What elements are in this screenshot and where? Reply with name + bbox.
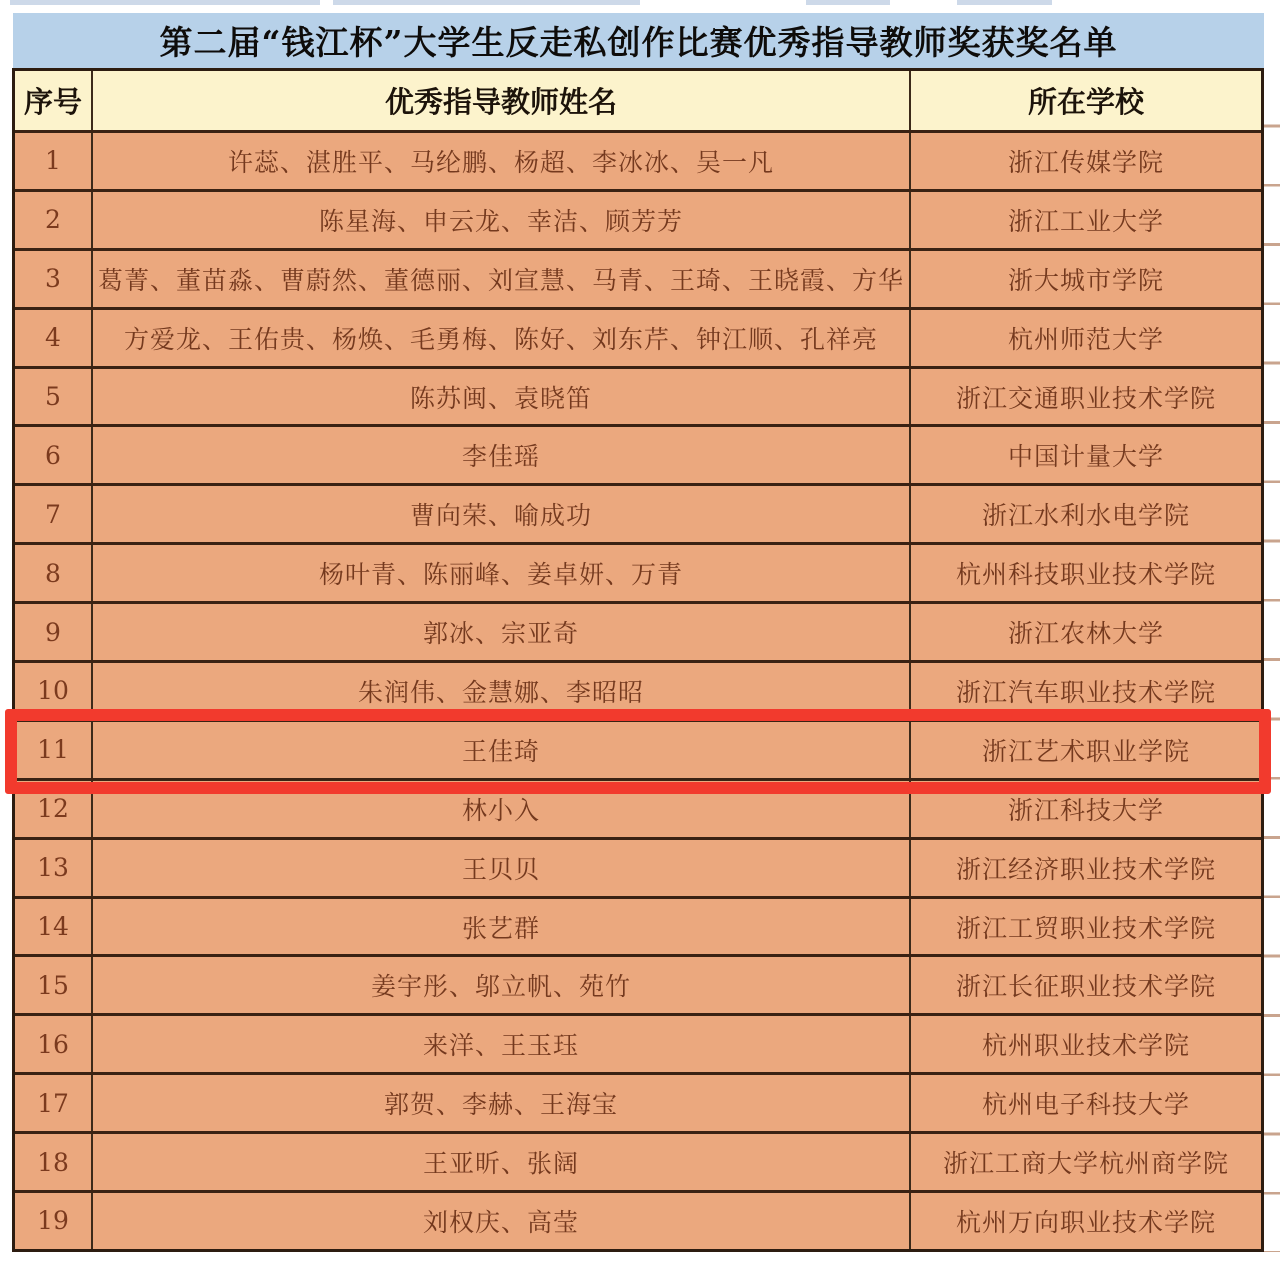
table-row: [15, 1134, 1261, 1193]
header-serial-number: 序号: [15, 71, 93, 130]
school-cell: 浙江科技大学: [1007, 795, 1164, 825]
table-row: [15, 663, 1261, 722]
row-number-cell: 19: [15, 1193, 93, 1249]
school-cell: 杭州科技职业技术学院: [955, 560, 1216, 590]
row-number-cell: 17: [15, 1075, 93, 1131]
teacher-names-cell: 陈星海、申云龙、幸洁、顾芳芳: [93, 192, 911, 248]
teacher-names-cell: 葛菁、董苗淼、曹蔚然、董德丽、刘宣慧、马青、王琦、王晓霞、方华: [93, 251, 911, 307]
table-row: [15, 486, 1261, 545]
table-row: [15, 781, 1261, 840]
row-number-cell: 15: [15, 957, 93, 1013]
table-row: [15, 427, 1261, 486]
teacher-names-cell: 张艺群: [93, 899, 911, 955]
school-cell: 浙江农林大学: [1007, 619, 1164, 649]
teacher-names-cell: 陈苏闽、袁晓笛: [93, 369, 911, 425]
top-edge-fragment: [957, 0, 1052, 5]
row-number-cell: 9: [15, 604, 93, 660]
table-row: [15, 251, 1261, 310]
teacher-names-cell: 曹向荣、喻成功: [93, 486, 911, 542]
teacher-names-cell: 刘权庆、高莹: [93, 1193, 911, 1249]
teacher-names-cell: 来洋、王玉珏: [93, 1016, 911, 1072]
teacher-names-cell: 李佳瑶: [93, 427, 911, 483]
teacher-names-cell: 许蕊、湛胜平、马纶鹏、杨超、李冰冰、吴一凡: [93, 133, 911, 189]
teacher-names-cell: 方爱龙、王佑贵、杨焕、毛勇梅、陈好、刘东芹、钟江顺、孔祥亮: [93, 310, 911, 366]
right-edge-sliver: [1264, 68, 1280, 1252]
row-number-cell: 1: [15, 133, 93, 189]
school-cell: 浙江汽车职业技术学院: [955, 677, 1216, 707]
school-cell: 浙江工业大学: [1007, 206, 1164, 236]
row-number-cell: 6: [15, 427, 93, 483]
table-row: [15, 1075, 1261, 1134]
row-number-cell: 14: [15, 899, 93, 955]
teacher-names-cell: 朱润伟、金慧娜、李昭昭: [93, 663, 911, 719]
teacher-names-cell: 王佳琦: [93, 722, 911, 778]
row-number-cell: 11: [15, 722, 93, 778]
row-number-cell: 8: [15, 545, 93, 601]
teacher-names-cell: 姜宇彤、邬立帆、苑竹: [93, 957, 911, 1013]
row-number-cell: 16: [15, 1016, 93, 1072]
school-cell: 浙江经济职业技术学院: [955, 854, 1216, 884]
teacher-names-cell: 林小入: [93, 781, 911, 837]
teacher-names-cell: 郭贺、李赫、王海宝: [93, 1075, 911, 1131]
table-row: [15, 957, 1261, 1016]
table-row: [15, 1016, 1261, 1075]
table-row: [15, 545, 1261, 604]
table-row: [15, 604, 1261, 663]
school-cell: 中国计量大学: [1007, 442, 1164, 472]
table-row: [15, 369, 1261, 428]
school-cell: 浙江水利水电学院: [981, 501, 1190, 531]
school-cell: 浙江交通职业技术学院: [955, 383, 1216, 413]
award-table: [12, 68, 1264, 1252]
header-school: 所在学校: [1027, 85, 1144, 119]
school-cell: 浙大城市学院: [1007, 265, 1164, 295]
school-cell: 浙江传媒学院: [1007, 147, 1164, 177]
table-row: [15, 722, 1261, 781]
table-row: [15, 133, 1261, 192]
row-number-cell: 4: [15, 310, 93, 366]
teacher-names-cell: 王亚昕、张阔: [93, 1134, 911, 1190]
title-banner: [13, 13, 1264, 68]
row-number-cell: 13: [15, 840, 93, 896]
row-number-cell: 3: [15, 251, 93, 307]
table-header-row: [15, 71, 1261, 133]
table-row: [15, 1193, 1261, 1249]
table-row: [15, 840, 1261, 899]
school-cell: 杭州电子科技大学: [981, 1090, 1190, 1120]
top-edge-fragment: [806, 0, 890, 5]
page-title: 第二届“钱江杯”大学生反走私创作比赛优秀指导教师奖获奖名单: [159, 23, 1118, 62]
top-edge-fragment: [10, 0, 320, 5]
row-number-cell: 2: [15, 192, 93, 248]
school-cell: 杭州师范大学: [1007, 324, 1164, 354]
school-cell: 杭州万向职业技术学院: [955, 1207, 1216, 1237]
header-teacher-names: 优秀指导教师姓名: [93, 71, 911, 130]
teacher-names-cell: 郭冰、宗亚奇: [93, 604, 911, 660]
top-edge-fragment: [333, 0, 640, 5]
table-row: [15, 310, 1261, 369]
table-row: [15, 899, 1261, 958]
row-number-cell: 5: [15, 369, 93, 425]
school-cell: 浙江工商大学杭州商学院: [942, 1149, 1229, 1179]
row-number-cell: 12: [15, 781, 93, 837]
school-cell: 浙江长征职业技术学院: [955, 972, 1216, 1002]
school-cell: 杭州职业技术学院: [981, 1031, 1190, 1061]
school-cell: 浙江工贸职业技术学院: [955, 913, 1216, 943]
school-cell: 浙江艺术职业学院: [981, 736, 1190, 766]
teacher-names-cell: 王贝贝: [93, 840, 911, 896]
table-row: [15, 192, 1261, 251]
row-number-cell: 18: [15, 1134, 93, 1190]
row-number-cell: 10: [15, 663, 93, 719]
teacher-names-cell: 杨叶青、陈丽峰、姜卓妍、万青: [93, 545, 911, 601]
row-number-cell: 7: [15, 486, 93, 542]
